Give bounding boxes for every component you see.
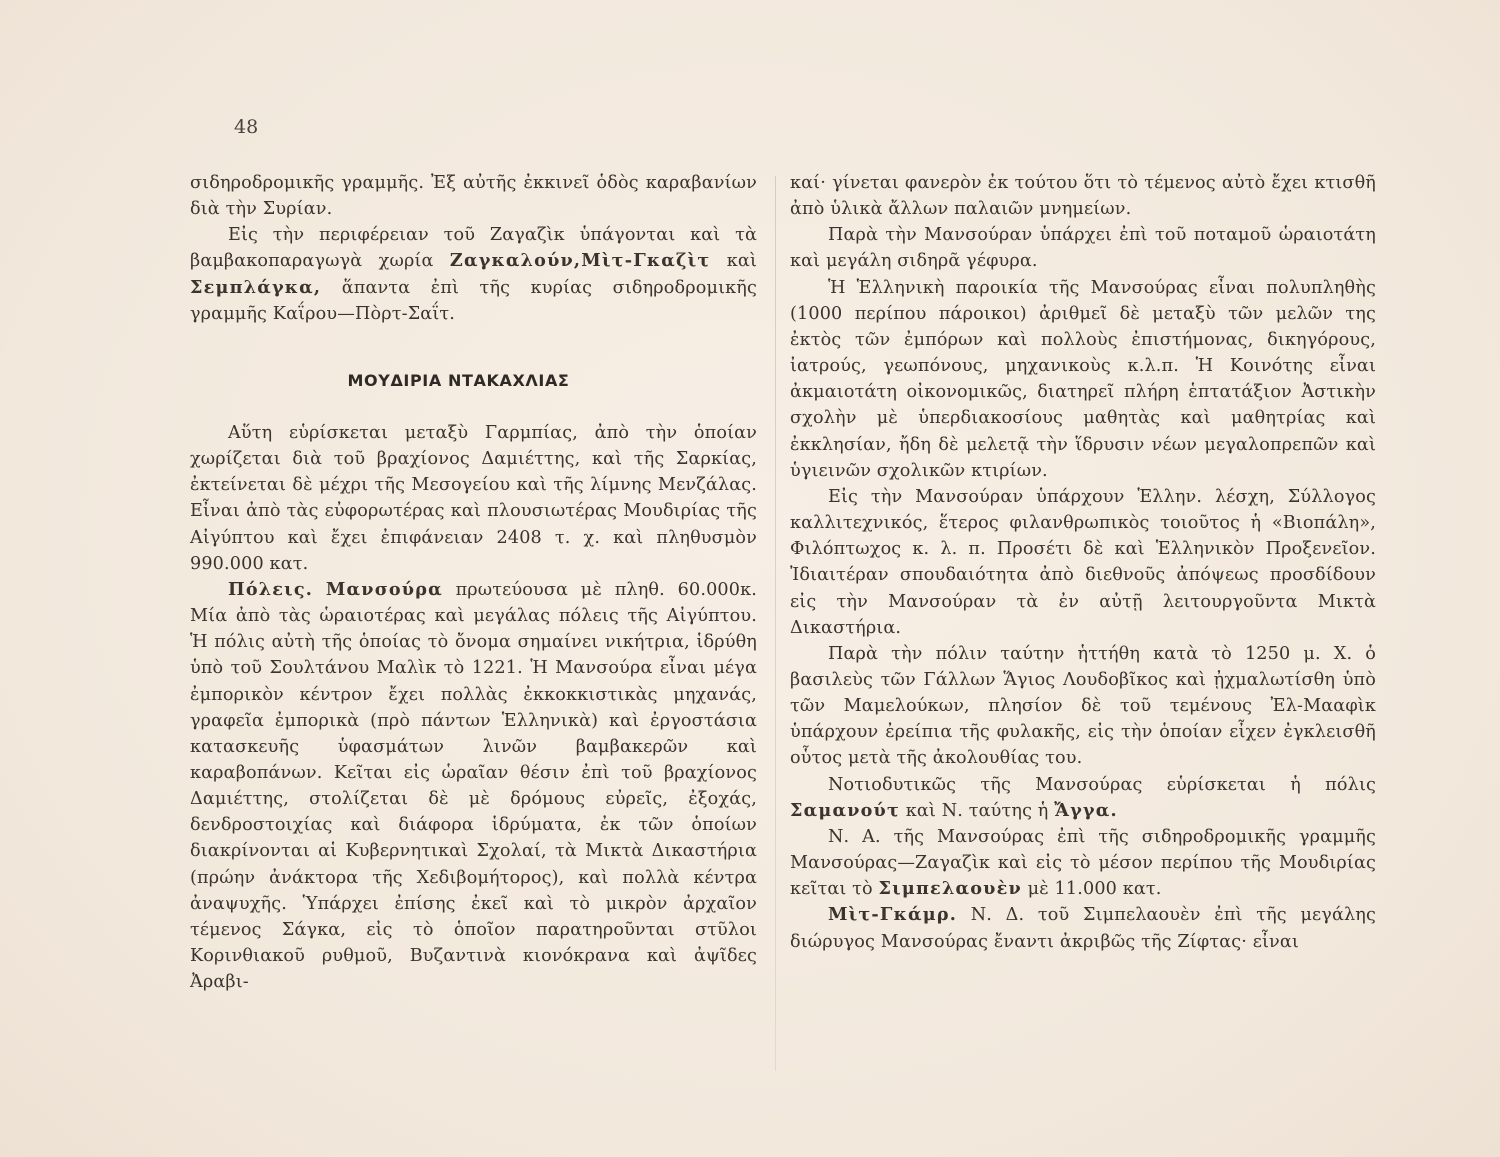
paragraph-greek-community: Ἡ Ἑλληνικὴ παροικία τῆς Μανσούρας εἶναι πολυπληθὴς (1000 περίπου πάροικοι) ἀριθμεῖ δὲ μεταξὺ τῶν μελῶν της ἐκτὸς τῶν ἐμπόρων καὶ πολλοὺς ἐπιστήμονας, δικηγόρους, ἰατρούς, γεωπόνους, μηχανικοὺς κ.λ.π. Ἡ Κοινότης εἶναι ἀκμαιοτάτη οἰκονομικῶς, διατηρεῖ πλήρη ἑπτατάξιον Ἀστικὴν σχολὴν μὲ ὑπερδιακοσίους μαθητὰς καὶ μαθητρίας καὶ ἐκκλησίαν, ἤδη δὲ μελετᾷ τὴν ἵδρυσιν νέων μεγαλοπρεπῶν καὶ ὑγιεινῶν σχολικῶν κτιρίων. bbox=[790, 277, 1376, 481]
paragraph-zagazig-villages bbox=[190, 222, 757, 327]
text-segment: Νοτιοδυτικῶς τῆς Μανσούρας εὑρίσκεται ἡ πόλις bbox=[828, 774, 1376, 795]
paragraph-bridge: Παρὰ τὴν Μανσούραν ὑπάρχει ἐπὶ τοῦ ποταμοῦ ὡραιοτάτη καὶ μεγάλη σιδηρᾶ γέφυρα. bbox=[790, 225, 1376, 272]
paragraph-greek-institutions: Εἰς τὴν Μανσούραν ὑπάρχουν Ἑλλην. λέσχη, Σύλλογος καλλιτεχνικός, ἕτερος φιλανθρωπικὸς τοιοῦτος ἡ «Βιοπάλη», Φιλόπτωχος κ. λ. π. Προσέτι δὲ καὶ Ἑλληνικὸν Προξενεῖον. Ἰδιαιτέραν σπουδαιότητα ἀπὸ διεθνοῦς ἀπόψεως προσδίδουν εἰς τὴν Μανσούραν τὰ ἐν αὐτῇ λειτουργοῦντα Μικτὰ Δικαστήρια. bbox=[790, 486, 1376, 638]
page-number: 48 bbox=[234, 116, 259, 138]
text-segment: μὲ 11.000 κατ. bbox=[1027, 879, 1162, 900]
right-column bbox=[790, 170, 1376, 955]
text-segment: Εἰς τὴν περιφέρειαν τοῦ Ζαγαζὶκ ὑπάγονται καὶ τὰ βαμβακοπαραγωγὰ χωρία bbox=[190, 225, 757, 272]
left-column bbox=[190, 170, 757, 995]
place-name-simpelaouen: Σιμπελαουὲν bbox=[878, 878, 1022, 900]
place-name-semplagka: Σεμπλάγκα, bbox=[190, 276, 322, 298]
paragraph-railway-continuation: σιδηροδρομικῆς γραμμῆς. Ἐξ αὐτῆς ἐκκινεῖ ὁδὸς καραβανίων διὰ τὴν Συρίαν. bbox=[190, 173, 757, 220]
paragraph-mit-gkamr bbox=[790, 902, 1376, 954]
text-segment: Ν. Α. τῆς Μανσούρας ἐπὶ τῆς σιδηροδρομικῆς γραμμῆς Μανσούρας—Ζαγαζὶκ καὶ εἰς τὸ μέσον περίπου τῆς Μουδιρίας κεῖται τὸ bbox=[790, 826, 1376, 900]
text-segment: Ν. Δ. τοῦ Σιμπελαουὲν ἐπὶ τῆς μεγάλης διώρυγος Μανσούρας ἔναντι ἀκριβῶς τῆς Ζίφτας· εἶναι bbox=[790, 905, 1376, 952]
place-name-agga: Ἄγγα. bbox=[1054, 799, 1118, 821]
paragraph-simpelaouen bbox=[790, 824, 1376, 902]
text-segment: ἅπαντα ἐπὶ τῆς κυρίας σιδηροδρομικῆς γραμμῆς Καΐρου—Πὸρτ-Σαΐτ. bbox=[190, 277, 757, 324]
paragraph-cities-mansoura bbox=[190, 577, 757, 996]
place-name-mit-gkazit: Μὶτ-Γκαζὶτ bbox=[581, 250, 711, 272]
text-segment: καὶ Ν. ταύτης ἡ bbox=[905, 800, 1049, 821]
paragraph-saint-louis: Παρὰ τὴν πόλιν ταύτην ἡττήθη κατὰ τὸ 1250 μ. Χ. ὁ βασιλεὺς τῶν Γάλλων Ἅγιος Λουδοβῖκος καὶ ᾐχμαλωτίσθη ὑπὸ τῶν Μαμελούκων, πλησίον δὲ τοῦ τεμένους Ἐλ-Μααφὶκ ὑπάρχουν ἐρείπια τῆς φυλακῆς, εἰς τὴν ὁποίαν εἶχεν ἐγκλεισθῆ οὗτος μετὰ τῆς ἀκολουθίας του. bbox=[790, 643, 1376, 769]
section-heading: ΜΟΥΔΙΡΙΑ ΝΤΑΚΑΧΛΙΑΣ bbox=[347, 370, 570, 390]
column-divider bbox=[775, 176, 776, 1071]
text-segment: πρωτεύουσα μὲ πληθ. 60.000κ. Μία ἀπὸ τὰς ὡραιοτέρας καὶ μεγάλας πόλεις τῆς Αἰγύπτου. Ἡ πόλις αὐτὴ τῆς ὁποίας τὸ ὄνομα σημαίνει νικήτρια, ἱδρύθη ὑπὸ τοῦ Σουλτάνου Μαλὶκ τὸ 1221. Ἡ Μανσούρα εἶναι μέγα ἐμπορικὸν κέντρον ἔχει πολλὰς ἐκκοκκιστικὰς μηχανάς, γραφεῖα ἐμπορικὰ (πρὸ πάντων Ἑλληνικὰ) καὶ ἐργοστάσια κατασκευῆς ὑφασμάτων λινῶν βαμβακερῶν καὶ καραβοπάνων. Κεῖται εἰς ὡραῖαν θέσιν ἐπὶ τοῦ βραχίονος Δαμιέττης, στολίζεται δὲ μὲ δρόμους εὐρεῖς, ἐξοχάς, δενδροστοιχίας καὶ διάφορα ἱδρύματα, ἐκ τῶν ὁποίων διακρίνονται αἱ Κυβερνητικαὶ Σχολαί, τὰ Μικτὰ Δικαστήρια (πρώην ἀνάκτορα τῆς Χεδιβομήτορος), καὶ πολλὰ κέντρα ἀναψυχῆς. Ὑπάρχει ἐπίσης ἐκεῖ καὶ τὸ μικρὸν ἀρχαῖον τέμενος Σάγκα, εἰς τὸ ὁποῖον παρατηροῦνται στῦλοι Κορινθιακοῦ ρυθμοῦ, Βυζαντινὰ κιονόκρανα καὶ ἀψῖδες Ἀραβι- bbox=[190, 579, 757, 993]
place-name-samanoud: Σαμανούτ bbox=[790, 799, 900, 821]
text-segment: καὶ bbox=[726, 251, 757, 272]
paragraph-mudiria-description: Αὕτη εὑρίσκεται μεταξὺ Γαρμπίας, ἀπὸ τὴν ὁποίαν χωρίζεται διὰ τοῦ βραχίονος Δαμιέττης, καὶ τῆς Σαρκίας, ἐκτείνεται δὲ μέχρι τῆς Μεσογείου καὶ τῆς λίμνης Μενζάλας. Εἶναι ἀπὸ τὰς εὐφορωτέρας καὶ πλουσιωτέρας Μουδιρίας τῆς Αἰγύπτου καὶ ἔχει ἐπιφάνειαν 2408 τ. χ. καὶ πληθυσμὸν 990.000 κατ. bbox=[190, 422, 757, 574]
paragraph-samanoud bbox=[790, 772, 1376, 824]
cities-lead: Πόλεις. bbox=[228, 578, 314, 600]
paragraph-temple-continuation: καί· γίνεται φανερὸν ἐκ τούτου ὅτι τὸ τέμενος αὐτὸ ἔχει κτισθῆ ἀπὸ ὑλικὰ ἄλλων παλαιῶν μνημείων. bbox=[790, 173, 1376, 220]
place-name-mansoura: Μανσούρα bbox=[325, 578, 443, 600]
place-name-mit-gkamr: Μὶτ-Γκάμρ. bbox=[828, 904, 958, 926]
place-name-zagkaloun: Ζαγκαλούν, bbox=[449, 250, 582, 272]
